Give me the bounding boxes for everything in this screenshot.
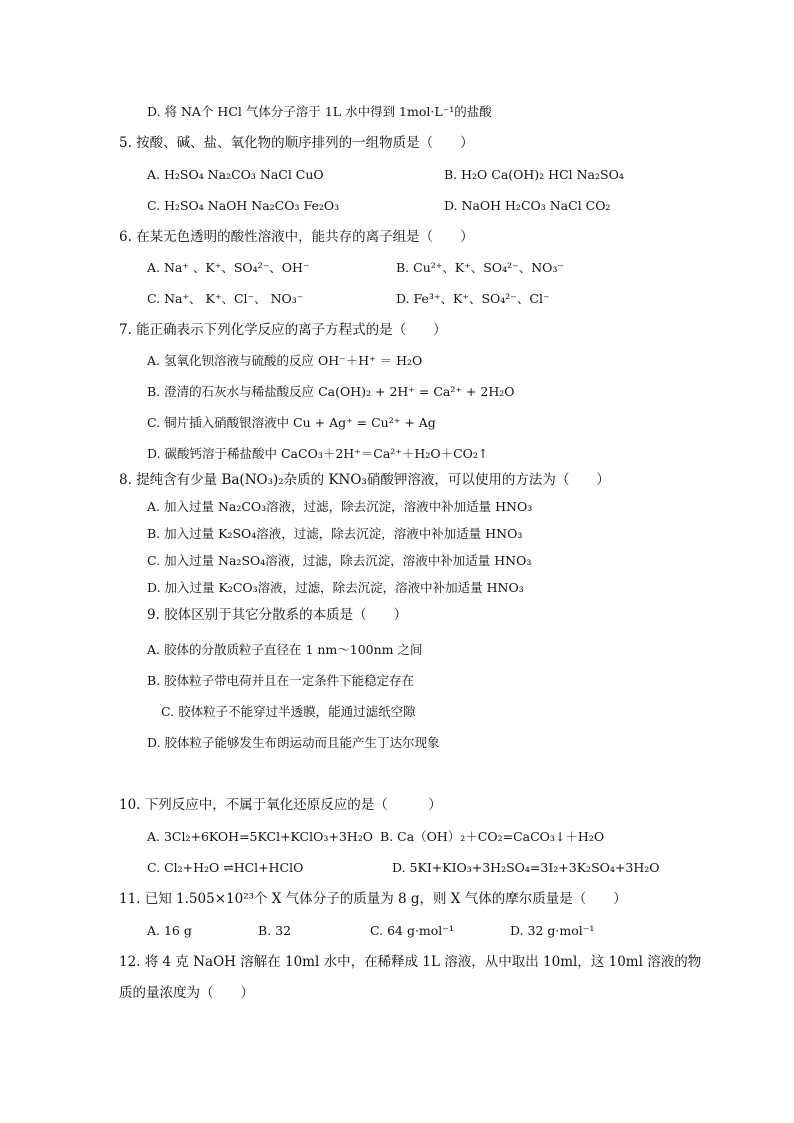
q6-option-c: C. Na⁺、 K⁺、Cl⁻、 NO₃⁻ (147, 291, 304, 306)
q5-option-c: C. H₂SO₄ NaOH Na₂CO₃ Fe₂O₃ (147, 198, 340, 213)
q10-option-b: B. Ca（OH）₂＋CO₂=CaCO₃↓＋H₂O (380, 829, 605, 844)
q5-option-d: D. NaOH H₂CO₃ NaCl CO₂ (444, 198, 611, 213)
q9-option-d: D. 胶体粒子能够发生布朗运动而且能产生丁达尔现象 (147, 735, 440, 750)
q12-stem-line2: 质的量浓度为（ ） (119, 985, 254, 1001)
q10-option-c: C. Cl₂+H₂O ⇌HCl+HClO (147, 860, 304, 875)
q8-option-c: C. 加入过量 Na₂SO₄溶液，过滤，除去沉淀，溶液中补加适量 HNO₃ (147, 553, 532, 568)
q6-stem: 6. 在某无色透明的酸性溶液中，能共存的离子组是（ ） (119, 229, 474, 245)
q11-option-b: B. 32 (258, 923, 292, 938)
q8-option-a: A. 加入过量 Na₂CO₃溶液，过滤，除去沉淀，溶液中补加适量 HNO₃ (147, 499, 533, 514)
q4-option-d: D. 将 NA个 HCl 气体分子溶于 1L 水中得到 1mol·L⁻¹的盐酸 (147, 104, 492, 119)
q7-stem: 7. 能正确表示下列化学反应的离子方程式的是（ ） (119, 322, 447, 338)
q9-option-b: B. 胶体粒子带电荷并且在一定条件下能稳定存在 (147, 673, 415, 688)
q10-stem: 10. 下列反应中，不属于氧化还原反应的是（ ） (119, 797, 442, 813)
q6-option-d: D. Fe³⁺、K⁺、SO₄²⁻、Cl⁻ (396, 291, 550, 306)
q5-stem: 5. 按酸、碱、盐、氧化物的顺序排列的一组物质是（ ） (119, 135, 474, 151)
q5-option-a: A. H₂SO₄ Na₂CO₃ NaCl CuO (147, 167, 324, 182)
q11-option-d: D. 32 g·mol⁻¹ (510, 923, 595, 938)
q10-option-a: A. 3Cl₂+6KOH=5KCl+KClO₃+3H₂O (147, 829, 373, 844)
q8-option-d: D. 加入过量 K₂CO₃溶液，过滤，除去沉淀，溶液中补加适量 HNO₃ (147, 580, 524, 595)
q9-option-a: A. 胶体的分散质粒子直径在 1 nm～100nm 之间 (147, 642, 423, 657)
q5-option-b: B. H₂O Ca(OH)₂ HCl Na₂SO₄ (444, 167, 624, 182)
q11-stem: 11. 已知 1.505×10²³个 X 气体分子的质量为 8 g，则 X 气体的摩尔质量是（ ） (119, 891, 627, 907)
q9-option-c: C. 胶体粒子不能穿过半透膜，能通过滤纸空隙 (161, 704, 416, 719)
q7-option-d: D. 碳酸钙溶于稀盐酸中 CaCO₃＋2H⁺＝Ca²⁺＋H₂O＋CO₂↑ (147, 446, 489, 461)
q8-option-b: B. 加入过量 K₂SO₄溶液，过滤，除去沉淀，溶液中补加适量 HNO₃ (147, 526, 523, 541)
q9-stem: 9. 胶体区别于其它分散系的本质是（ ） (147, 607, 408, 623)
q7-option-c: C. 铜片插入硝酸银溶液中 Cu + Ag⁺ = Cu²⁺ + Ag (147, 415, 436, 430)
q6-option-b: B. Cu²⁺、K⁺、SO₄²⁻、NO₃⁻ (396, 260, 565, 275)
q7-option-b: B. 澄清的石灰水与稀盐酸反应 Ca(OH)₂ + 2H⁺ = Ca²⁺ + 2H₂O (147, 384, 515, 399)
q7-option-a: A. 氢氧化钡溶液与硫酸的反应 OH⁻＋H⁺ ＝ H₂O (147, 353, 423, 368)
q11-option-a: A. 16 g (147, 923, 192, 938)
q6-option-a: A. Na⁺ 、K⁺、SO₄²⁻、OH⁻ (147, 260, 310, 275)
q10-option-d: D. 5KI+KIO₃+3H₂SO₄=3I₂+3K₂SO₄+3H₂O (392, 860, 660, 875)
q12-stem-line1: 12. 将 4 克 NaOH 溶解在 10ml 水中，在稀释成 1L 溶液，从中取出 10ml，这 10ml 溶液的物 (119, 954, 702, 970)
q8-stem: 8. 提纯含有少量 Ba(NO₃)₂杂质的 KNO₃硝酸钾溶液，可以使用的方法为（ ） (119, 472, 610, 488)
q11-option-c: C. 64 g·mol⁻¹ (370, 923, 454, 938)
